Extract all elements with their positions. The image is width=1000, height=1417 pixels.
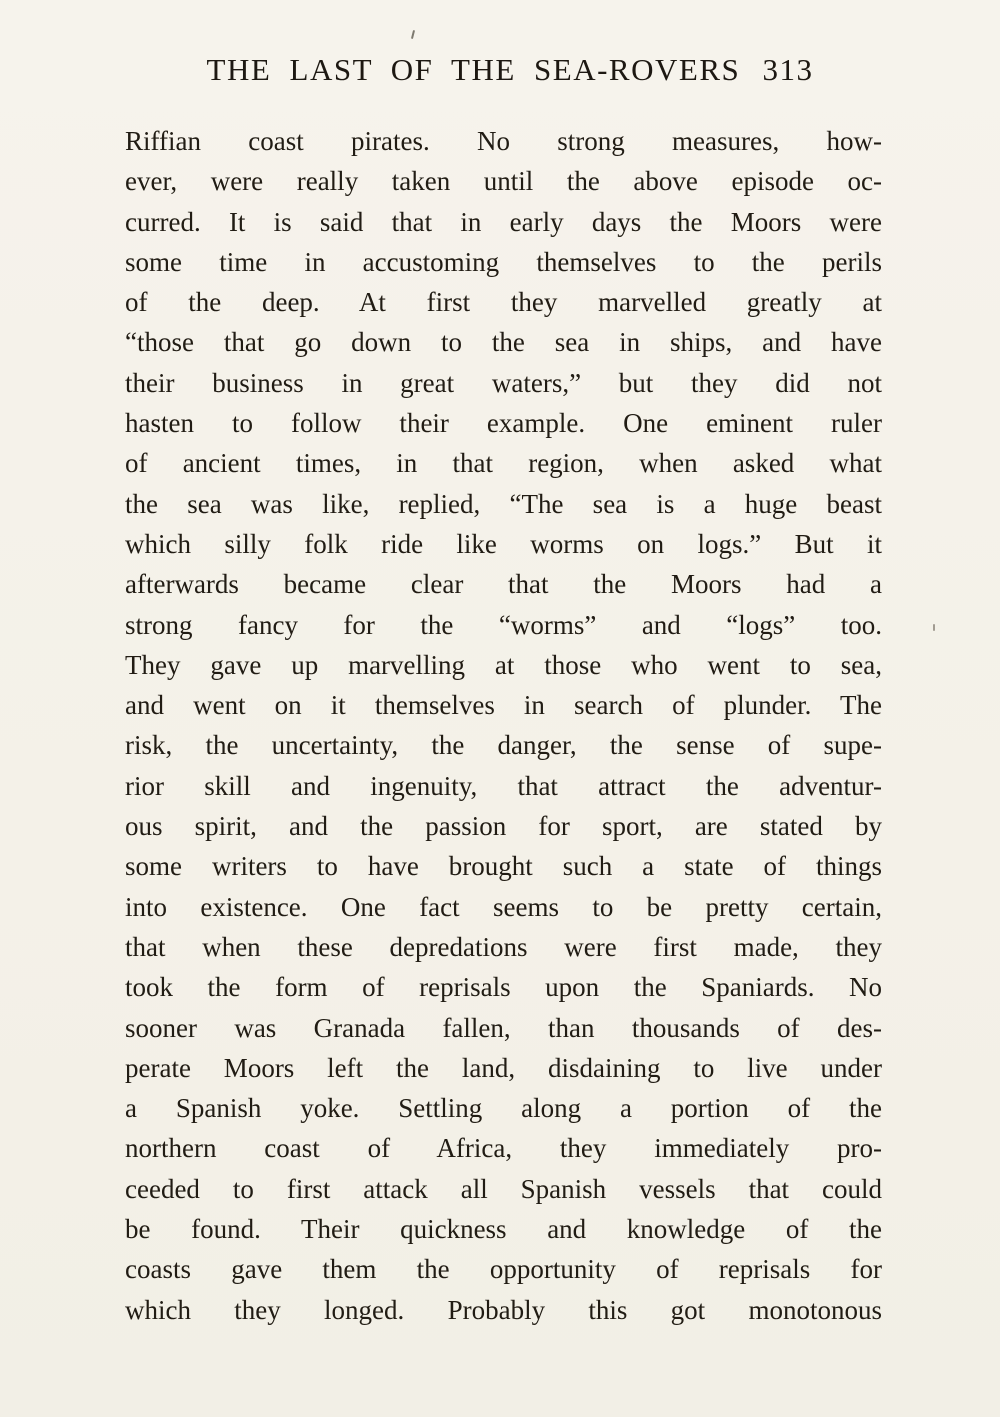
text-line: risk, the uncertainty, the danger, the sense of supe- [125,730,882,761]
text-line: a Spanish yoke. Settling along a portion of the [125,1093,882,1124]
text-line: of ancient times, in that region, when asked what [125,448,882,479]
text-line: some writers to have brought such a state of things [125,851,882,882]
scan-artifact [411,30,415,39]
text-line: and went on it themselves in search of plunder. The [125,690,882,721]
text-line: sooner was Granada fallen, than thousands of des- [125,1012,882,1043]
text-line: took the form of reprisals upon the Spaniards. No [125,972,882,1003]
text-line: ever, were really taken until the above episode oc- [125,166,882,197]
page-number: 313 [762,52,814,87]
text-line: Riffian coast pirates. No strong measures, how- [125,126,882,156]
text-line: their business in great waters,” but they did not [125,367,882,398]
text-line: of the deep. At first they marvelled greatly at [125,287,882,318]
text-line: “those that go down to the sea in ships, and have [125,327,882,358]
text-line: the sea was like, replied, “The sea is a huge beast [125,488,882,519]
page-header [130,52,890,88]
body-text [125,121,882,1330]
text-line: coasts gave them the opportunity of reprisals for [125,1254,882,1285]
text-line: perate Moors left the land, disdaining to live under [125,1052,882,1083]
text-line: which silly folk ride like worms on logs.” But it [125,528,882,559]
text-line: They gave up marvelling at those who went to sea, [125,649,882,680]
scan-artifact [933,624,935,631]
text-line: hasten to follow their example. One eminent ruler [125,408,882,439]
text-line: strong fancy for the “worms” and “logs” too. [125,609,882,640]
text-line: into existence. One fact seems to be pretty certain, [125,891,882,922]
text-line: be found. Their quickness and knowledge of the [125,1214,882,1245]
running-title: THE LAST OF THE SEA-ROVERS [206,52,741,87]
text-line: afterwards became clear that the Moors had a [125,569,882,600]
text-line: ceeded to first attack all Spanish vessels that could [125,1173,882,1204]
text-line: curred. It is said that in early days the Moors were [125,206,882,237]
text-line: some time in accustoming themselves to the perils [125,246,882,277]
text-line: that when these depredations were first made, they [125,931,882,962]
text-line: rior skill and ingenuity, that attract the adventur- [125,770,882,801]
text-line: which they longed. Probably this got monotonous [125,1294,882,1325]
text-line: northern coast of Africa, they immediately pro- [125,1133,882,1164]
text-line: ous spirit, and the passion for sport, are stated by [125,811,882,842]
